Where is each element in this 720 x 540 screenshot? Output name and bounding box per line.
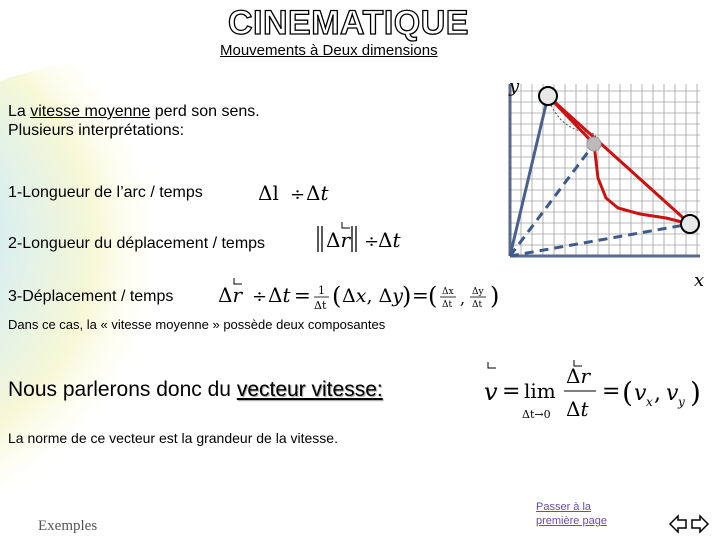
svg-text:Δt: Δt <box>472 300 483 310</box>
svg-text:,: , <box>654 381 661 406</box>
svg-text:=: = <box>294 283 311 307</box>
intro-line-2: Plusieurs interprétations: <box>8 122 185 139</box>
formula-arc-length <box>256 178 336 208</box>
intro-underlined-term: vitesse moyenne <box>30 103 151 120</box>
svg-text:÷: ÷ <box>290 184 306 205</box>
svg-text:lim: lim <box>524 379 556 403</box>
svg-text:Δt: Δt <box>378 228 401 252</box>
svg-text:Δx, Δy: Δx, Δy <box>342 285 403 307</box>
svg-text:Δl: Δl <box>258 181 279 205</box>
point-final <box>681 215 699 233</box>
svg-text:(: ( <box>428 282 438 310</box>
first-page-link[interactable]: Passer à la première page <box>536 501 607 527</box>
norme-text: La norme de ce vecteur est la grandeur de la vitesse. <box>8 430 338 446</box>
svg-text:Δt: Δt <box>268 283 291 307</box>
vecteur-vitesse-link[interactable]: vecteur vitesse: <box>236 378 383 401</box>
vecteur-vitesse-line <box>8 378 383 402</box>
svg-text:Δt: Δt <box>442 300 453 310</box>
formula-velocity-limit <box>482 356 708 424</box>
svg-text:=: = <box>502 379 521 404</box>
back-arrow-icon[interactable] <box>670 516 686 532</box>
svg-text:,: , <box>460 289 466 308</box>
forward-arrow-icon[interactable] <box>692 516 708 532</box>
y-axis-label: y <box>509 76 520 97</box>
svg-text:): ) <box>490 282 500 310</box>
exemples-link[interactable]: Exemples <box>38 518 98 534</box>
graph-grid <box>510 84 700 256</box>
svg-text:Δr: Δr <box>326 228 351 252</box>
formula-displacement-over-time <box>214 274 504 314</box>
formula-displacement-length <box>314 218 414 258</box>
svg-text:=: = <box>412 283 429 307</box>
svg-text:Δr: Δr <box>566 364 591 388</box>
svg-text:Δt: Δt <box>306 181 329 205</box>
svg-text:Δt: Δt <box>566 397 589 421</box>
displacement-red <box>548 96 690 224</box>
svg-text:(: ( <box>622 376 633 409</box>
components-note: Dans ce cas, la « vitesse moyenne » possède deux composantes <box>8 317 386 332</box>
svg-text:x: x <box>646 395 653 409</box>
intro-line-1 <box>8 102 260 121</box>
svg-text:): ) <box>690 376 701 409</box>
svg-text:Δt→0: Δt→0 <box>522 408 551 421</box>
svg-text:Δy: Δy <box>472 287 484 297</box>
item-3-label: 3-Déplacement / temps <box>8 288 174 305</box>
point-intermediate <box>587 137 601 151</box>
svg-text:y: y <box>678 395 685 409</box>
svg-text:÷: ÷ <box>252 286 268 307</box>
x-axis-label: x <box>694 270 705 290</box>
svg-text:v: v <box>666 381 679 406</box>
intro-line-1-suffix: perd son sens. <box>150 103 260 120</box>
vecteur-prefix: Nous parlerons donc du <box>8 378 237 401</box>
trajectory-graph <box>500 70 720 290</box>
svg-text:Δr: Δr <box>218 283 243 307</box>
navigation-arrows[interactable] <box>668 514 710 534</box>
position-vector-final <box>510 224 690 256</box>
page-title: CINEMATIQUE <box>228 4 469 42</box>
intro-line-1-prefix: La <box>8 103 31 120</box>
item-1-label: 1-Longueur de l’arc / temps <box>8 184 203 201</box>
item-2-label: 2-Longueur du déplacement / temps <box>8 235 266 252</box>
svg-text:÷: ÷ <box>364 231 380 252</box>
svg-text:Δx: Δx <box>442 287 454 297</box>
point-initial <box>539 87 557 105</box>
svg-text:=: = <box>602 379 621 404</box>
svg-text:1: 1 <box>318 284 325 297</box>
svg-text:v: v <box>484 378 498 406</box>
intro-text <box>8 102 260 140</box>
svg-text:Δt: Δt <box>314 299 327 312</box>
svg-text:): ) <box>402 282 412 310</box>
svg-text:(: ( <box>332 282 342 310</box>
svg-text:v: v <box>634 381 647 406</box>
page-subtitle: Mouvements à Deux dimensions <box>220 42 438 59</box>
